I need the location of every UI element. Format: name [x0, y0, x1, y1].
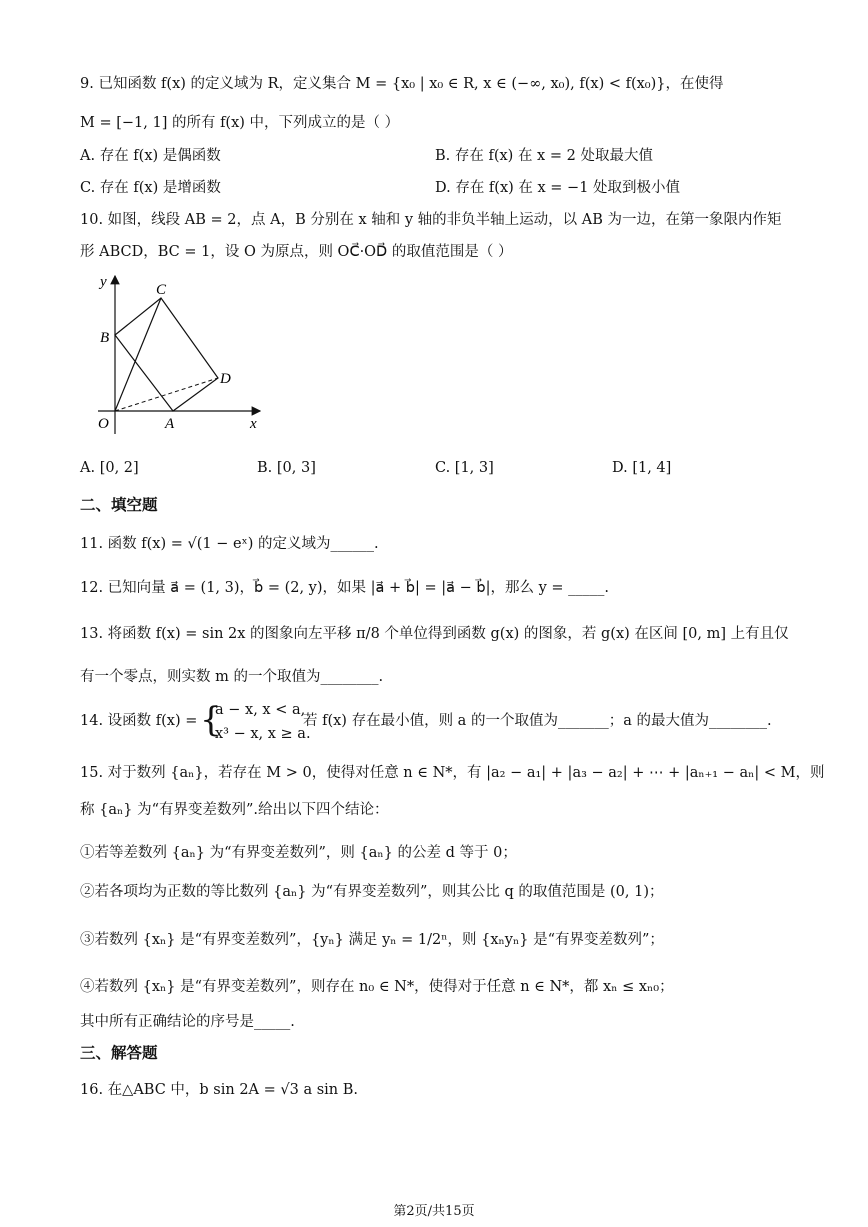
segment-oc [115, 298, 161, 411]
section-heading-fill-in: 二、填空题 [80, 496, 158, 514]
question-11: 11. 函数 f(x) = √(1 − eˣ) 的定义域为______. [80, 536, 379, 552]
q10-option-c: C. [1, 3] [435, 460, 494, 476]
q10-option-d: D. [1, 4] [612, 460, 672, 476]
q15-conclusion-4: ④若数列 {xₙ} 是“有界变差数列”，则存在 n₀ ∈ N*，使得对于任意 n ∈ N*，都 xₙ ≤ xₙ₀； [80, 979, 674, 995]
q14-brace: { [200, 700, 222, 740]
label-o: O [98, 416, 109, 432]
q10-option-b: B. [0, 3] [257, 460, 316, 476]
q15-stem-line1: 15. 对于数列 {aₙ}，若存在 M > 0，使得对任意 n ∈ N*，有 |a₂ − a₁| + |a₃ − a₂| + ⋯ + |aₙ₊₁ − aₙ| < M，则 [80, 765, 825, 781]
q10-option-a: A. [0, 2] [80, 460, 139, 476]
q9-stem-line1: 9. 已知函数 f(x) 的定义域为 R，定义集合 M = {x₀ | x₀ ∈ R, x ∈ (−∞, x₀), f(x) < f(x₀)}，在使得 [80, 76, 724, 92]
q10-rectangle-figure [90, 268, 270, 438]
q10-stem-line1: 10. 如图，线段 AB = 2，点 A，B 分别在 x 轴和 y 轴的非负半轴上运动，以 AB 为一边，在第一象限内作矩 [80, 212, 782, 228]
label-d: D [220, 371, 231, 387]
q14-prefix: 14. 设函数 f(x) = [80, 713, 198, 729]
q9-option-b: B. 存在 f(x) 在 x = 2 处取最大值 [435, 148, 653, 164]
label-x: x [250, 416, 257, 432]
label-c: C [156, 282, 167, 298]
q9-option-c: C. 存在 f(x) 是增函数 [80, 180, 221, 196]
segment-od [115, 378, 218, 411]
q13-stem-line1: 13. 将函数 f(x) = sin 2x 的图象向左平移 π/8 个单位得到函数 g(x) 的图象，若 g(x) 在区间 [0, m] 上有且仅 [80, 626, 789, 642]
q9-stem-line2: M = [−1, 1] 的所有 f(x) 中，下列成立的是（ ） [80, 115, 400, 131]
q14-suffix: 若 f(x) 存在最小值，则 a 的一个取值为_______；a 的最大值为________. [303, 713, 772, 729]
q10-stem-line2: 形 ABCD，BC = 1，设 O 为原点，则 OC⃗·OD⃗ 的取值范围是（ ） [80, 244, 513, 260]
question-16: 16. 在△ABC 中，b sin 2A = √3 a sin B. [80, 1082, 359, 1098]
section-heading-answer: 三、解答题 [80, 1044, 158, 1062]
q15-conclusion-3: ③若数列 {xₙ} 是“有界变差数列”，{yₙ} 满足 yₙ = 1/2ⁿ，则 {xₙyₙ} 是“有界变差数列”； [80, 932, 664, 948]
q9-option-a: A. 存在 f(x) 是偶函数 [80, 148, 221, 164]
q15-conclusion-2: ②若各项均为正数的等比数列 {aₙ} 为“有界变差数列”，则其公比 q 的取值范围是 (0, 1)； [80, 884, 664, 900]
q14-case-2: x³ − x, x ≥ a. [215, 726, 311, 742]
q9-option-d: D. 存在 f(x) 在 x = −1 处取到极小值 [435, 180, 681, 196]
q15-closing: 其中所有正确结论的序号是_____. [80, 1014, 295, 1030]
rectangle-abcd [115, 298, 218, 411]
label-a: A [165, 416, 175, 432]
question-12: 12. 已知向量 a⃗ = (1, 3)，b⃗ = (2, y)，如果 |a⃗ + b⃗| = |a⃗ − b⃗|，那么 y = _____. [80, 580, 609, 596]
q15-stem-line2: 称 {aₙ} 为“有界变差数列”.给出以下四个结论： [80, 802, 389, 818]
label-b: B [100, 330, 110, 346]
q13-stem-line2: 有一个零点，则实数 m 的一个取值为________. [80, 669, 384, 685]
q15-conclusion-1: ①若等差数列 {aₙ} 为“有界变差数列”，则 {aₙ} 的公差 d 等于 0； [80, 845, 517, 861]
page-footer: 第2页/共15页 [393, 1204, 475, 1219]
label-y: y [100, 274, 107, 290]
q14-case-1: a − x, x < a, [215, 702, 306, 718]
